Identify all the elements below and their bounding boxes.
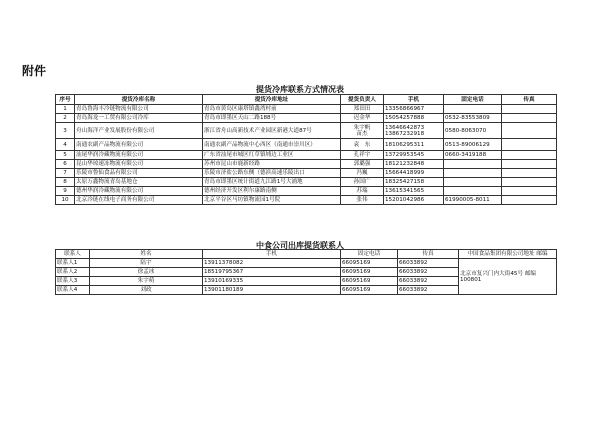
table-cell: 5 bbox=[56, 151, 75, 160]
table-cell: 10 bbox=[56, 196, 75, 205]
table-cell: 13729953545 bbox=[384, 151, 444, 160]
header-cell: 联系人 bbox=[56, 250, 90, 259]
header-cell: 固定电话 bbox=[444, 95, 502, 105]
header-cell: 姓名 bbox=[90, 250, 203, 259]
table-cell: 青岛市即墨区统计街道九江路1号大浦地 bbox=[203, 178, 341, 187]
table-header-row bbox=[56, 95, 557, 105]
table-cell: 乐陵市济盐公路东侧（德滨高速乐陵出口 bbox=[203, 169, 341, 178]
table-cell: 青岛市即墨区天山二路188号 bbox=[203, 114, 341, 123]
table-cell: 汕尾华润冷藏物流有限公司 bbox=[75, 151, 203, 160]
table-cell: 18106295311 bbox=[384, 139, 444, 151]
table-cell: 66033892 bbox=[398, 277, 459, 286]
table-row bbox=[56, 160, 557, 169]
table-row bbox=[56, 123, 557, 139]
table-cell bbox=[444, 160, 502, 169]
table-cell: 德州华润冷藏物流有限公司 bbox=[75, 187, 203, 196]
table-cell: 13910169335 bbox=[203, 277, 341, 286]
table-cell: 孙国广 bbox=[341, 178, 384, 187]
table-row bbox=[56, 178, 557, 187]
table-cell: 迟金华 bbox=[341, 114, 384, 123]
table-cell: 张伟 bbox=[341, 196, 384, 205]
table-cell: 66033892 bbox=[398, 286, 459, 295]
table-cell: 苏瑞 bbox=[341, 187, 384, 196]
table-cell: 袁 东 bbox=[341, 139, 384, 151]
header-cell: 传真 bbox=[502, 95, 557, 105]
table-cell: 13911378082 bbox=[203, 259, 341, 268]
table-cell: 3 bbox=[56, 123, 75, 139]
company-address: 北京市复兴门内大街45号 邮编100801 bbox=[459, 259, 557, 295]
table-cell: 15201042986 bbox=[384, 196, 444, 205]
table-cell: 1 bbox=[56, 105, 75, 114]
table-cell: 舟山海洋产业发展股份有限公司 bbox=[75, 123, 203, 139]
table-cell: 6 bbox=[56, 160, 75, 169]
table-cell: 北京冷链在线电子商务有限公司 bbox=[75, 196, 203, 205]
table-cell: 7 bbox=[56, 169, 75, 178]
table-cell: 昆山华琼速冻物流有限公司 bbox=[75, 160, 203, 169]
table-row bbox=[56, 196, 557, 205]
table-header-row bbox=[56, 250, 557, 259]
header-cell: 传真 bbox=[398, 250, 459, 259]
header-cell: 中国食品集团有限公司地址 邮编 bbox=[459, 250, 557, 259]
table-cell bbox=[502, 151, 557, 160]
table-cell: 南通农副产品物流中心西区（南通市崇川区） bbox=[203, 139, 341, 151]
table-cell: 15664418999 bbox=[384, 169, 444, 178]
table-cell: 郭璐强 bbox=[341, 160, 384, 169]
table-cell: 浙江省舟山高新技术产业园区新港大道87号 bbox=[203, 123, 341, 139]
table-cell: 联系人3 bbox=[56, 277, 90, 286]
table-row bbox=[56, 114, 557, 123]
table-cell: 南通农副产品物流有限公司 bbox=[75, 139, 203, 151]
table-cell: 9 bbox=[56, 187, 75, 196]
table-cell: 61990005-8011 bbox=[444, 196, 502, 205]
table-cell: 66033892 bbox=[398, 268, 459, 277]
table-cell: 13901180189 bbox=[203, 286, 341, 295]
table-cell: 刘政 bbox=[90, 286, 203, 295]
table-cell: 德州经济开发区利尔康路南侧 bbox=[203, 187, 341, 196]
table-cell bbox=[502, 105, 557, 114]
header-cell: 提货冷库名称 bbox=[75, 95, 203, 105]
table-cell: 陆宇 bbox=[90, 259, 203, 268]
table-cell: 联系人1 bbox=[56, 259, 90, 268]
table-cell: 15054257888 bbox=[384, 114, 444, 123]
table-cell: 66095169 bbox=[341, 277, 398, 286]
table-cell: 青岛鲁海丰冷链物流有限公司 bbox=[75, 105, 203, 114]
page-heading: 附件 bbox=[22, 64, 47, 78]
table-cell: 太原万鑫物流青岛基地仓 bbox=[75, 178, 203, 187]
table-cell bbox=[444, 178, 502, 187]
table-cell: 联系人2 bbox=[56, 268, 90, 277]
table-cell: 0660-3419188 bbox=[444, 151, 502, 160]
table-cell: 0513-89006129 bbox=[444, 139, 502, 151]
table-cell: 13356866967 bbox=[384, 105, 444, 114]
table-cell bbox=[444, 105, 502, 114]
table-cell: 青岛海龙一工贸有限公司冷库 bbox=[75, 114, 203, 123]
table-cell bbox=[502, 123, 557, 139]
table-cell: 66033892 bbox=[398, 259, 459, 268]
table-cell bbox=[502, 178, 557, 187]
table-row bbox=[56, 259, 557, 268]
table1-title: 提货冷库联系方式情况表 bbox=[256, 85, 344, 94]
table-cell: 孔祥宇 bbox=[341, 151, 384, 160]
table-cell: 广东省汕尾市城区红草镇埔边工业区 bbox=[203, 151, 341, 160]
table-cell: 66095169 bbox=[341, 268, 398, 277]
table-cell: 66095169 bbox=[341, 259, 398, 268]
table-row bbox=[56, 105, 557, 114]
table-cell: 郑田田 bbox=[341, 105, 384, 114]
table-cell: 8 bbox=[56, 178, 75, 187]
header-cell: 固定电话 bbox=[341, 250, 398, 259]
contact-table bbox=[55, 249, 557, 295]
table-cell bbox=[502, 139, 557, 151]
table-cell: 苏州市昆山市鹿新经路 bbox=[203, 160, 341, 169]
table-cell: 66095169 bbox=[341, 286, 398, 295]
table-cell bbox=[444, 169, 502, 178]
table-cell: 18121232848 bbox=[384, 160, 444, 169]
table-cell: 0532-83553809 bbox=[444, 114, 502, 123]
table-cell bbox=[502, 169, 557, 178]
table-cell: 联系人4 bbox=[56, 286, 90, 295]
table-cell bbox=[502, 187, 557, 196]
table2-title: 中食公司出库提货联系人 bbox=[256, 241, 344, 250]
table-cell bbox=[502, 114, 557, 123]
table-row bbox=[56, 151, 557, 160]
table-cell: 北京平谷区马坊镇物流园1号院 bbox=[203, 196, 341, 205]
table-cell: 青岛市黄岛区康塔镇鑫湾村前 bbox=[203, 105, 341, 114]
table-cell: 0580-8063070 bbox=[444, 123, 502, 139]
table-row bbox=[56, 169, 557, 178]
table-cell: 13646642873 13867232918 bbox=[384, 123, 444, 139]
header-cell: 提货负责人 bbox=[341, 95, 384, 105]
table-cell bbox=[444, 187, 502, 196]
table-cell: 乐陵市鲁仙食品有限公司 bbox=[75, 169, 203, 178]
table-cell bbox=[502, 196, 557, 205]
table-cell: 冯巍 bbox=[341, 169, 384, 178]
table-cell: 4 bbox=[56, 139, 75, 151]
header-cell: 提货冷库地址 bbox=[203, 95, 341, 105]
table-cell: 2 bbox=[56, 114, 75, 123]
table-row bbox=[56, 187, 557, 196]
table-cell: 朱宇帆 苗杰 bbox=[341, 123, 384, 139]
header-cell: 手机 bbox=[384, 95, 444, 105]
table-cell: 13615341565 bbox=[384, 187, 444, 196]
header-cell: 手机 bbox=[203, 250, 341, 259]
header-cell: 序号 bbox=[56, 95, 75, 105]
table-cell: 朱宇萌 bbox=[90, 277, 203, 286]
table-cell: 18519795367 bbox=[203, 268, 341, 277]
table-cell: 18325427158 bbox=[384, 178, 444, 187]
table-cell bbox=[502, 160, 557, 169]
table-cell: 徐孟冰 bbox=[90, 268, 203, 277]
table-row bbox=[56, 139, 557, 151]
cold-storage-table bbox=[55, 94, 557, 205]
